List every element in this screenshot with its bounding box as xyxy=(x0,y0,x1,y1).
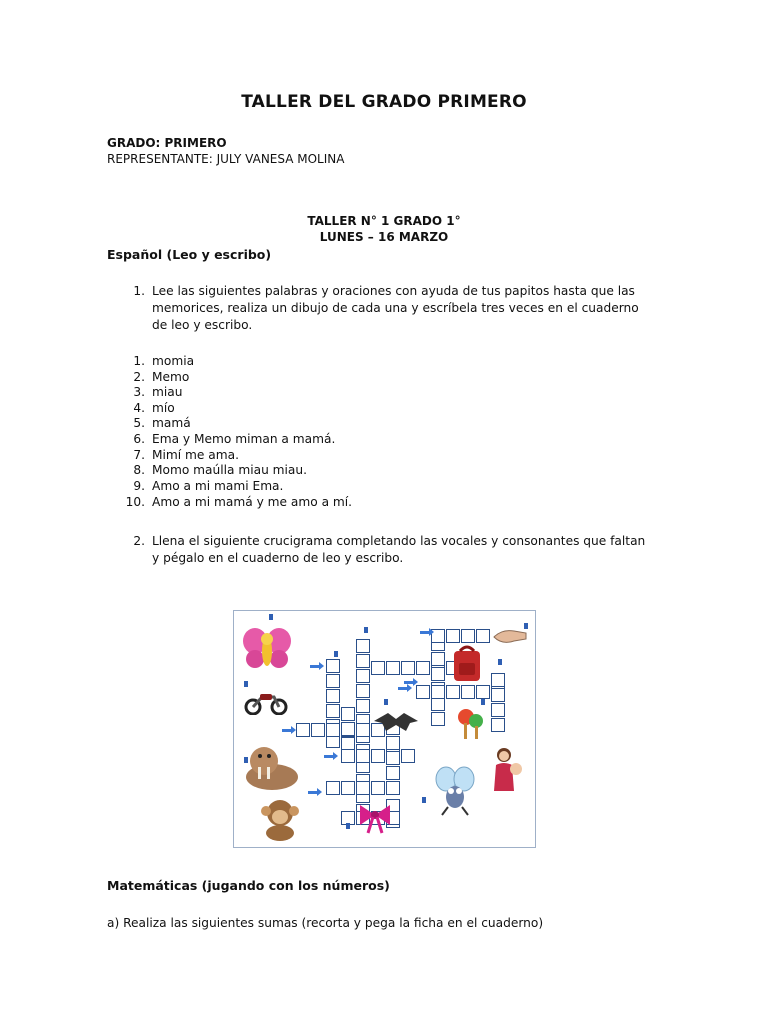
arrow-icon xyxy=(308,791,318,794)
instruction-1-number: 1. xyxy=(133,284,145,298)
crossword-cell xyxy=(416,685,430,699)
fly-icon xyxy=(434,765,476,817)
crossword-cell xyxy=(431,685,445,699)
crossword-cell xyxy=(356,723,370,737)
arrow-icon xyxy=(324,755,334,758)
crossword-cell xyxy=(371,749,385,763)
arrow-icon xyxy=(420,631,430,634)
clue-marker xyxy=(364,627,368,633)
crossword-cell xyxy=(476,629,490,643)
mother-and-baby-icon xyxy=(490,745,526,793)
walrus-icon xyxy=(242,741,300,793)
arrow-icon xyxy=(398,687,408,690)
crossword-cell xyxy=(491,673,505,687)
crossword-cell xyxy=(326,704,340,718)
crossword-cell xyxy=(341,722,355,736)
crossword-cell xyxy=(326,689,340,703)
instruction-1-line: de leo y escribo. xyxy=(152,318,253,332)
matematicas-instruction: a) Realiza las siguientes sumas (recorta y pega la ficha en el cuaderno) xyxy=(107,916,544,930)
crossword-cell xyxy=(356,749,370,763)
clue-marker xyxy=(334,651,338,657)
instruction-1-line: memorices, realiza un dibujo de cada una y escríbela tres veces en el cuaderno xyxy=(152,301,639,315)
crossword-cell xyxy=(461,685,475,699)
crossword-cell xyxy=(431,667,445,681)
crossword-cell xyxy=(341,707,355,721)
espanol-heading: Español (Leo y escribo) xyxy=(107,247,272,262)
crossword-cell xyxy=(386,661,400,675)
crossword-cell xyxy=(326,659,340,673)
crossword-cell xyxy=(356,669,370,683)
crossword-cell xyxy=(386,736,400,750)
crossword-cell xyxy=(356,781,370,795)
crossword-cell xyxy=(491,688,505,702)
arrow-icon xyxy=(282,729,292,732)
clue-marker xyxy=(481,699,485,705)
clue-marker xyxy=(269,614,273,620)
maracas-icon xyxy=(456,707,486,741)
crossword-cell xyxy=(311,723,325,737)
crossword-cell xyxy=(356,699,370,713)
crossword-cell xyxy=(386,751,400,765)
instruction-2-line: Llena el siguiente crucigrama completando las vocales y consonantes que faltan xyxy=(152,534,646,548)
clue-marker xyxy=(346,823,350,829)
date-line: LUNES – 16 MARZO xyxy=(319,230,449,244)
crossword-cell xyxy=(386,766,400,780)
crossword-cell xyxy=(491,703,505,717)
crossword-cell xyxy=(296,723,310,737)
crossword-cell xyxy=(326,781,340,795)
crossword-cell xyxy=(401,661,415,675)
crossword-cell xyxy=(461,629,475,643)
crossword-cell xyxy=(326,723,340,737)
crossword-cell xyxy=(371,661,385,675)
page-title: TALLER DEL GRADO PRIMERO xyxy=(241,92,527,112)
backpack-icon xyxy=(450,645,484,683)
crossword-cell xyxy=(431,697,445,711)
butterfly-icon xyxy=(242,625,292,671)
grade-line: GRADO: PRIMERO xyxy=(107,136,227,150)
instruction-2-line: y pégalo en el cuaderno de leo y escribo. xyxy=(152,551,404,565)
crossword-cell xyxy=(446,629,460,643)
motorcycle-icon xyxy=(244,687,288,715)
representative-line: REPRESENTANTE: JULY VANESA MOLINA xyxy=(107,152,345,166)
monkey-icon xyxy=(256,797,304,841)
bat-icon xyxy=(374,711,418,735)
matematicas-heading: Matemáticas (jugando con los números) xyxy=(107,878,390,893)
crossword-cell xyxy=(446,685,460,699)
hand-icon xyxy=(492,625,528,647)
crossword-cell xyxy=(401,749,415,763)
crossword-cell xyxy=(491,718,505,732)
crossword-cell xyxy=(356,654,370,668)
crossword-puzzle xyxy=(233,610,536,848)
clue-marker xyxy=(498,659,502,665)
crossword-cell xyxy=(431,712,445,726)
clue-marker xyxy=(422,797,426,803)
crossword-cell xyxy=(326,674,340,688)
crossword-cell xyxy=(341,749,355,763)
crossword-cell xyxy=(476,685,490,699)
clue-marker xyxy=(384,699,388,705)
arrow-icon xyxy=(310,665,320,668)
bow-icon xyxy=(358,803,392,835)
instruction-1-line: Lee las siguientes palabras y oraciones con ayuda de tus papitos hasta que las xyxy=(152,284,635,298)
crossword-cell xyxy=(416,661,430,675)
crossword-cell xyxy=(341,781,355,795)
crossword-cell xyxy=(356,684,370,698)
crossword-cell xyxy=(386,781,400,795)
crossword-cell xyxy=(356,639,370,653)
crossword-cell xyxy=(431,652,445,666)
taller-number: TALLER N° 1 GRADO 1° xyxy=(307,214,461,228)
instruction-2-number: 2. xyxy=(133,534,145,548)
crossword-cell xyxy=(371,781,385,795)
